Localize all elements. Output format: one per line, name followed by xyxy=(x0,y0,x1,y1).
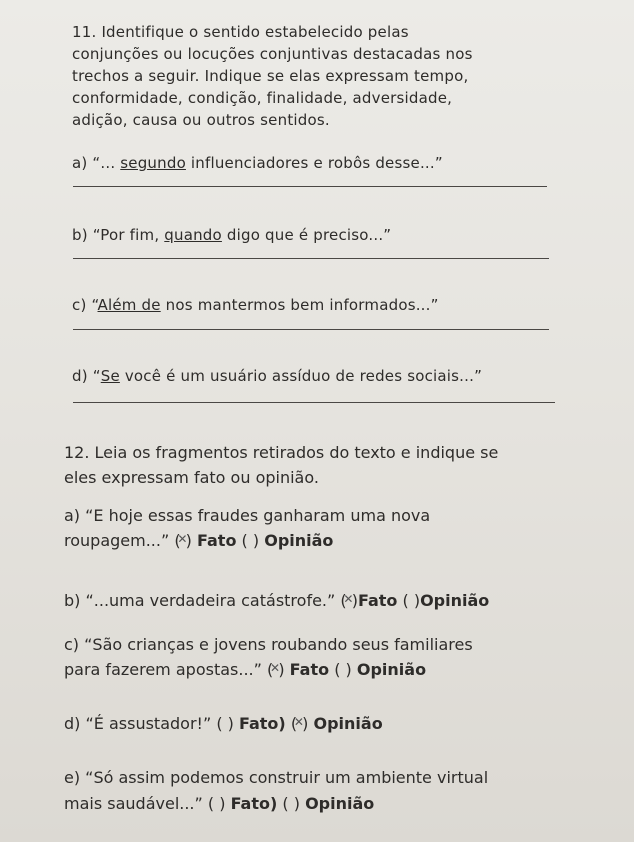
fato-label-a: Fato xyxy=(197,531,237,550)
opiniao-checkbox-d[interactable]: ( ) ✕ xyxy=(291,711,309,736)
q12-item-a-text: roupagem...” xyxy=(64,531,175,550)
q12-item-b-line-1 xyxy=(64,588,489,613)
fato-checkbox-e[interactable]: ( ) xyxy=(207,794,226,813)
answer-line-c[interactable] xyxy=(73,329,549,330)
item-d-pre: d) “ xyxy=(72,367,101,385)
opiniao-label-d: Opinião xyxy=(313,714,383,733)
q12-item-e-line-2 xyxy=(64,791,374,816)
q11-line-1 xyxy=(72,22,409,43)
item-a-highlight: segundo xyxy=(120,154,186,172)
q11-line-5: adição, causa ou outros sentidos. xyxy=(72,111,330,129)
opiniao-checkbox-a[interactable]: ( ) xyxy=(241,531,260,550)
q12-item-c-line-2 xyxy=(64,657,426,682)
item-a-pre: a) “... xyxy=(72,154,121,172)
fato-label-e: Fato) xyxy=(230,794,278,813)
answer-line-a[interactable] xyxy=(73,186,547,187)
item-a-post: influenciadores e robôs desse...” xyxy=(185,154,443,172)
item-c-highlight: Além de xyxy=(97,296,161,314)
q12-line-1: 12. Leia os fragmentos retirados do texto e indique se xyxy=(64,443,499,462)
opiniao-checkbox-b[interactable]: ( ) xyxy=(402,591,421,610)
q12-item-a-line-2 xyxy=(64,528,333,553)
fato-checkbox-c[interactable]: ( ) ✕ xyxy=(267,657,285,682)
opiniao-label-a: Opinião xyxy=(264,531,334,550)
item-d-post: você é um usuário assíduo de redes sociais...” xyxy=(119,367,483,385)
q11-line-2: conjunções ou locuções conjuntivas destacadas nos xyxy=(72,45,473,63)
q11-item-b xyxy=(72,225,391,246)
fato-checkbox-a[interactable]: ( ) ✕ xyxy=(174,528,192,553)
fato-label-d: Fato) xyxy=(238,714,286,733)
q12-item-c-text: para fazerem apostas...” xyxy=(64,660,267,679)
q12-item-d-text: d) “É assustador!” xyxy=(64,714,217,733)
opiniao-label-b: Opinião xyxy=(420,591,490,610)
item-c-post: nos mantermos bem informados...” xyxy=(160,296,439,314)
fato-label-c: Fato xyxy=(289,660,330,679)
q11-item-d xyxy=(72,366,482,387)
q12-item-d-line-1 xyxy=(64,711,383,736)
q11-line-3: trechos a seguir. Indique se elas expressam tempo, xyxy=(72,67,469,85)
item-d-highlight: Se xyxy=(100,367,120,385)
q11-item-a xyxy=(72,153,443,174)
item-b-highlight: quando xyxy=(164,226,222,244)
opiniao-checkbox-c[interactable]: ( ) xyxy=(334,660,352,679)
q11-number: 11. xyxy=(72,23,97,41)
q11-line-4: conformidade, condição, finalidade, adversidade, xyxy=(72,89,453,107)
opiniao-label-e: Opinião xyxy=(305,794,375,813)
q12-line-2: eles expressam fato ou opinião. xyxy=(64,468,319,487)
fato-checkbox-b[interactable]: ( ) ✕ xyxy=(340,588,358,613)
q12-item-c-line-1: c) “São crianças e jovens roubando seus familiares xyxy=(64,635,473,654)
q12-item-b-text: b) “...uma verdadeira catástrofe.” xyxy=(64,591,341,610)
opiniao-checkbox-e[interactable]: ( ) xyxy=(282,794,300,813)
fato-checkbox-d[interactable]: ( ) xyxy=(216,714,234,733)
item-b-pre: b) “Por fim, xyxy=(72,226,165,244)
answer-line-d[interactable] xyxy=(73,402,555,403)
answer-line-b[interactable] xyxy=(73,258,549,259)
item-c-pre: c) “ xyxy=(72,296,98,314)
q12-item-e-line-1: e) “Só assim podemos construir um ambiente virtual xyxy=(64,768,489,787)
q12-item-a-line-1: a) “E hoje essas fraudes ganharam uma nova xyxy=(64,506,431,525)
q12-item-e-text: mais saudável...” xyxy=(64,794,208,813)
opiniao-label-c: Opinião xyxy=(356,660,427,679)
q11-item-c xyxy=(72,295,439,316)
fato-label-b: Fato xyxy=(357,591,398,610)
q11-prompt-1: Identifique o sentido estabelecido pelas xyxy=(101,23,409,41)
item-b-post: digo que é preciso...” xyxy=(221,226,392,244)
